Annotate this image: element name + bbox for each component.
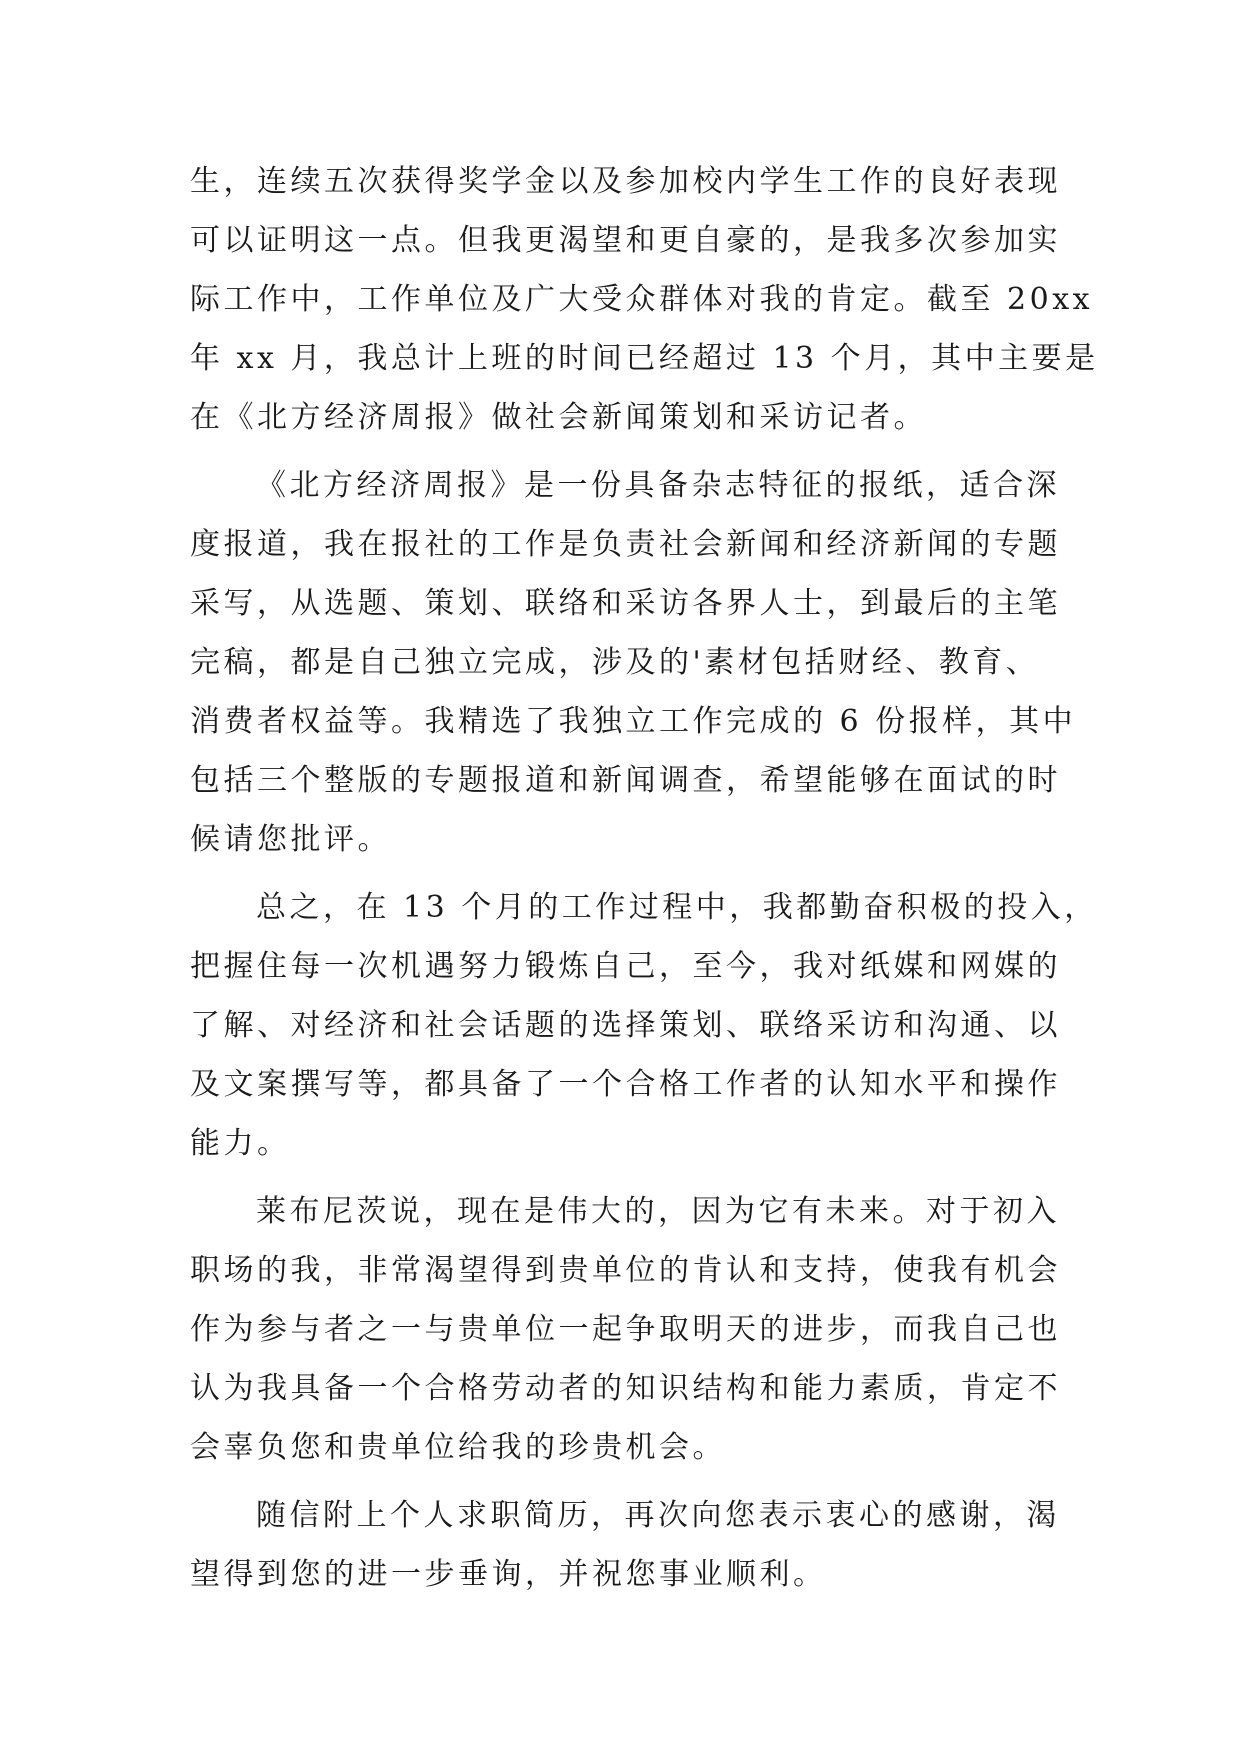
text-line: 度报道，我在报社的工作是负责社会新闻和经济新闻的专题 [190,527,1061,562]
text-line: 作为参与者之一与贵单位一起争取明天的进步，而我自己也 [190,1312,1061,1347]
text-line: 消费者权益等。我精选了我独立工作完成的 6 份报样，其中 [190,704,1077,739]
text-line: 采写，从选题、策划、联络和采访各界人士，到最后的主笔 [190,586,1061,621]
text-line: 随信附上个人求职简历，再次向您表示衷心的感谢，渴 [256,1498,1060,1533]
text-line: 总之，在 13 个月的工作过程中，我都勤奋积极的投入， [256,890,1098,925]
paragraph-1 [190,162,1099,457]
text-line: 包括三个整版的专题报道和新闻调查，希望能够在面试的时 [190,763,1061,798]
text-line: 候请您批评。 [190,822,391,857]
paragraph-2 [190,466,1077,879]
text-line: 望得到您的进一步垂询，并祝您事业顺利。 [190,1557,827,1592]
paragraph-5 [190,1496,1060,1614]
text-line: 《北方经济周报》是一份具备杂志特征的报纸，适合深 [256,468,1060,503]
paragraph-4 [190,1192,1061,1487]
text-line: 了解、对经济和社会话题的选择策划、联络采访和沟通、以 [190,1008,1061,1043]
text-line: 完稿，都是自己独立完成，涉及的'素材包括财经、教育、 [190,645,1040,680]
letter-body [190,162,1099,1614]
text-line: 认为我具备一个合格劳动者的知识结构和能力素质，肯定不 [190,1371,1061,1406]
text-line: 能力。 [190,1126,291,1161]
text-line: 职场的我，非常渴望得到贵单位的肯认和支持，使我有机会 [190,1253,1061,1288]
text-line: 会辜负您和贵单位给我的珍贵机会。 [190,1430,726,1465]
text-line: 生，连续五次获得奖学金以及参加校内学生工作的良好表现 [190,164,1061,199]
paragraph-3 [190,888,1098,1183]
text-line: 在《北方经济周报》做社会新闻策划和采访记者。 [190,400,927,435]
text-line: 莱布尼茨说，现在是伟大的，因为它有未来。对于初入 [256,1194,1060,1229]
text-line: 把握住每一次机遇努力锻炼自己，至今，我对纸媒和网媒的 [190,949,1061,984]
text-line: 年 xx 月，我总计上班的时间已经超过 13 个月，其中主要是 [190,341,1099,376]
text-line: 可以证明这一点。但我更渴望和更自豪的，是我多次参加实 [190,223,1061,258]
text-line: 及文案撰写等，都具备了一个合格工作者的认知水平和操作 [190,1067,1061,1102]
text-line: 际工作中，工作单位及广大受众群体对我的肯定。截至 20xx [190,282,1094,317]
